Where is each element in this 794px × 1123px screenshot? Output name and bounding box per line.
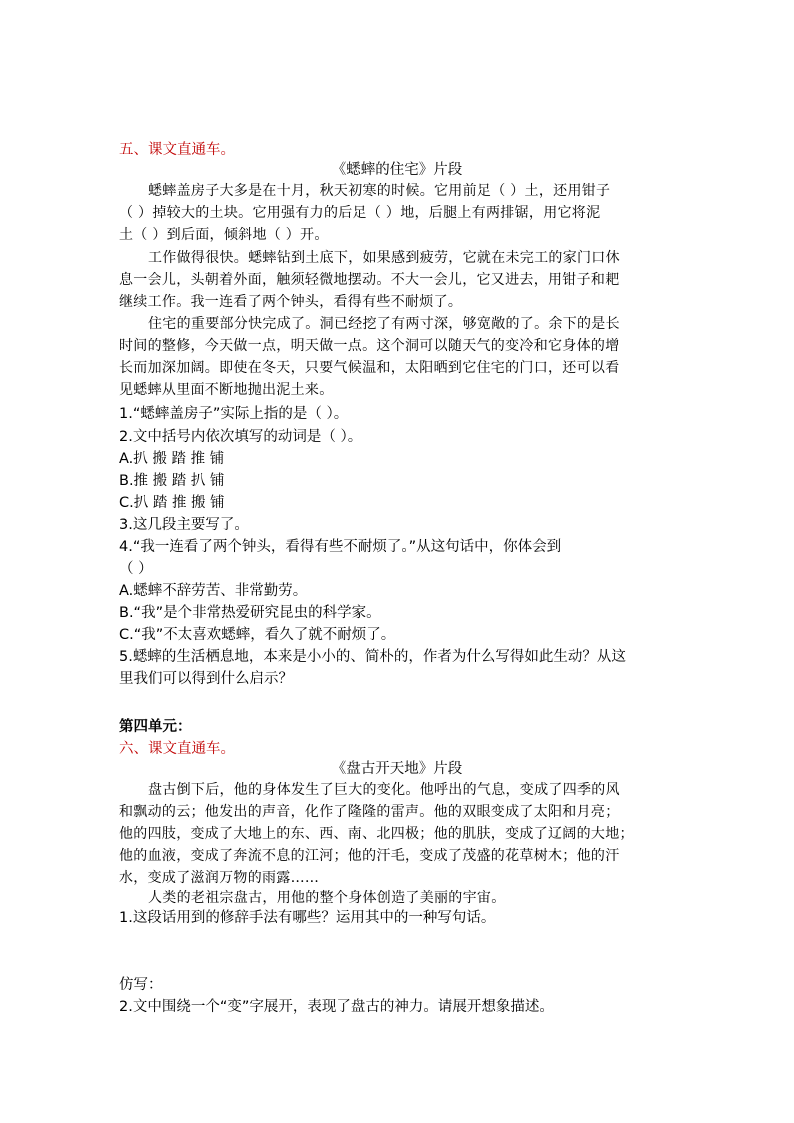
imitate-label: 仿写：	[119, 977, 163, 993]
passage-title-cricket: 《蟋蟀的住宅》片段	[331, 162, 463, 178]
passage-line: 人类的老祖宗盘古，用他的整个身体创造了美丽的宇宙。	[148, 890, 506, 906]
passage-line: 土（ ）到后面，倾斜地（ ）开。	[119, 227, 329, 243]
option-b: B.推 搬 踏 扒 铺	[119, 473, 225, 489]
unit4-question-1: 1.这段话用到的修辞手法有哪些？运用其中的一种写句话。	[119, 910, 496, 926]
passage-line: 水，变成了滋润万物的雨露……	[119, 870, 320, 886]
passage-line: 住宅的重要部分快完成了。洞已经挖了有两寸深，够宽敞的了。余下的是长	[148, 316, 620, 332]
passage-line: 他的四肢，变成了大地上的东、西、南、北四极；他的肌肤，变成了辽阔的大地；	[119, 826, 634, 842]
passage-line: 继续工作。我一连看了两个钟头，看得有些不耐烦了。	[119, 294, 463, 310]
option-c: C.“我”不太喜欢蟋蟀，看久了就不耐烦了。	[119, 627, 396, 643]
passage-line: 长而加深加阔。即使在冬天，只要气候温和，太阳晒到它住宅的门口，还可以看	[119, 360, 620, 376]
question-4-blank: （ ）	[119, 561, 153, 577]
passage-line: 工作做得很快。蟋蟀钻到土底下，如果感到疲劳，它就在未完工的家门口休	[148, 250, 620, 266]
passage-line: 蟋蟀盖房子大多是在十月，秋天初寒的时候。它用前足（ ）土，还用钳子	[148, 183, 611, 199]
passage-title-pangu: 《盘古开天地》片段	[331, 761, 463, 777]
unit-4-heading: 第四单元：	[119, 719, 192, 735]
passage-line: 时间的整修，今天做一点，明天做一点。这个洞可以随天气的变冷和它身体的增	[119, 338, 620, 354]
passage-line: （ ）掉较大的土块。它用强有力的后足（ ）地，后腿上有两排锯，用它将泥	[119, 205, 601, 221]
passage-line: 息一会儿，头朝着外面，触须轻微地摆动。不大一会儿，它又进去，用钳子和耙	[119, 272, 620, 288]
option-a: A.扒 搬 踏 推 铺	[119, 451, 225, 467]
passage-line: 见蟋蟀从里面不断地抛出泥土来。	[119, 382, 334, 398]
passage-line: 盘古倒下后，他的身体发生了巨大的变化。他呼出的气息，变成了四季的风	[148, 782, 620, 798]
section-5-heading: 五、课文直通车。	[119, 142, 235, 158]
question-2: 2.文中括号内依次填写的动词是（ ）。	[119, 429, 363, 445]
question-5-cont: 里我们可以得到什么启示？	[119, 671, 293, 687]
question-4: 4.“我一连看了两个钟头，看得有些不耐烦了。”从这句话中，你体会到	[119, 539, 562, 555]
question-5: 5.蟋蟀的生活栖息地，本来是小小的、简朴的，作者为什么写得如此生动？从这	[119, 649, 626, 665]
option-c: C.扒 踏 推 搬 铺	[119, 495, 225, 511]
option-b: B.“我”是个非常热爱研究昆虫的科学家。	[119, 605, 381, 621]
unit4-question-2: 2.文中围绕一个“变”字展开，表现了盘古的神力。请展开想象描述。	[119, 999, 554, 1015]
section-6-heading: 六、课文直通车。	[119, 741, 235, 757]
question-1: 1.“蟋蟀盖房子”实际上指的是（ ）。	[119, 406, 349, 422]
option-a: A.蟋蟀不辞劳苦、非常勤劳。	[119, 583, 308, 599]
passage-line: 和飘动的云；他发出的声音，化作了隆隆的雷声。他的双眼变成了太阳和月亮；	[119, 804, 620, 820]
question-3: 3.这几段主要写了。	[119, 517, 249, 533]
passage-line: 他的血液，变成了奔流不息的江河；他的汗毛，变成了茂盛的花草树木；他的汗	[119, 848, 620, 864]
